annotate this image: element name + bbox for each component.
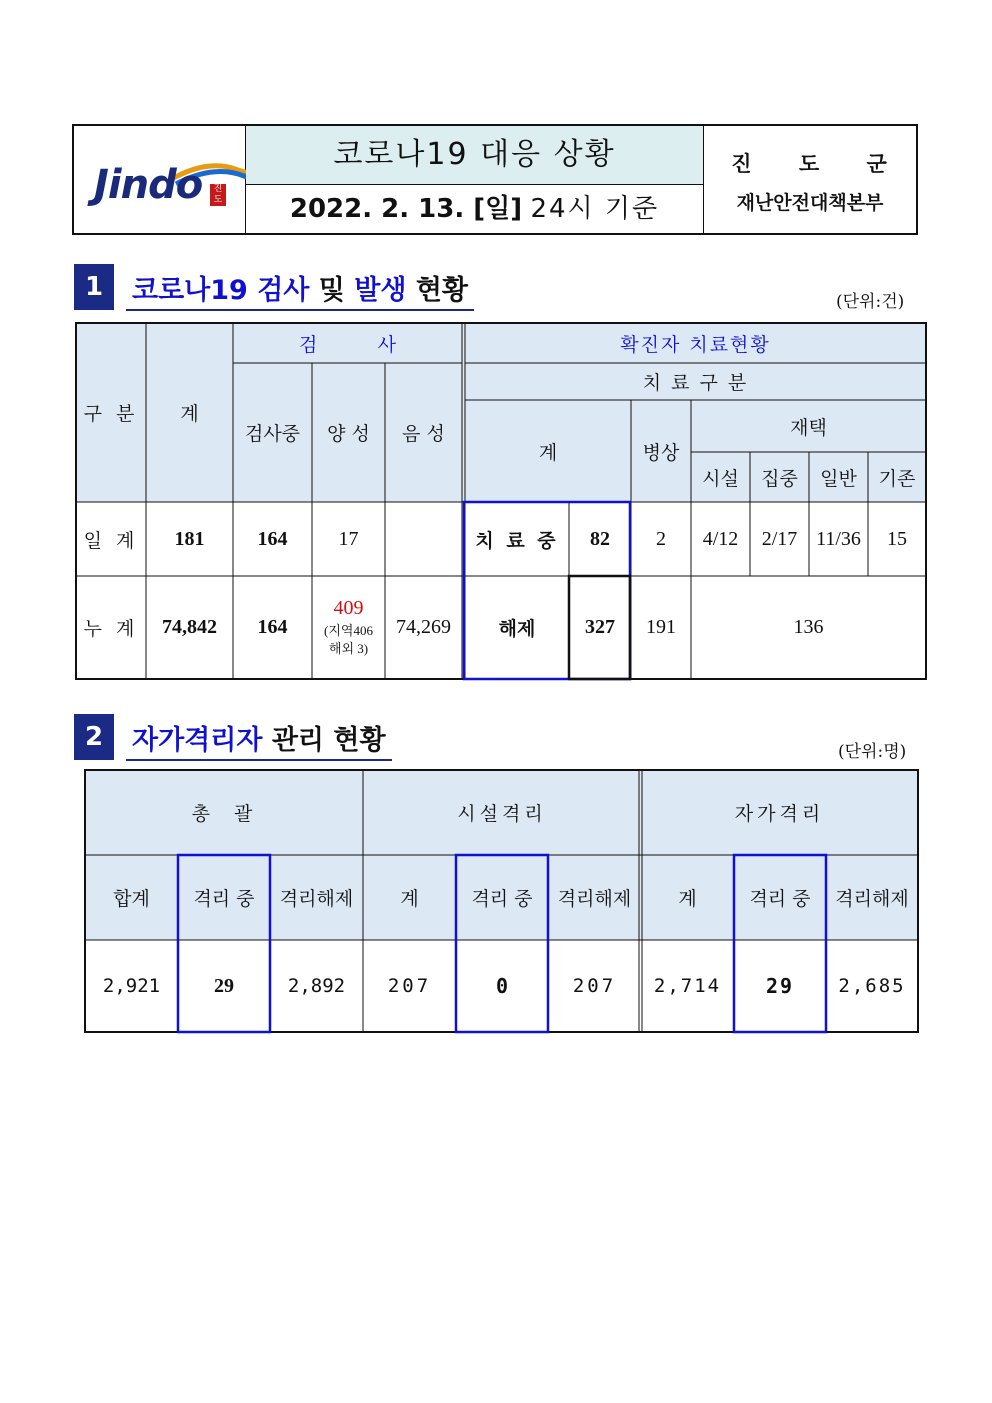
section-number-2: 2 — [74, 714, 114, 760]
page-title: 코로나19 대응 상황 — [246, 126, 704, 185]
report-time: 24시 기준 — [530, 194, 660, 224]
row-cumulative-testing: 164 — [257, 616, 288, 638]
row-cumulative-home-total: 136 — [793, 616, 824, 638]
report-date-bold: 2022. 2. 13. [일] — [289, 194, 523, 224]
section2-title-part-b: 관리 현황 — [262, 725, 386, 756]
sub-facility-released: 격리해제 — [557, 888, 632, 910]
group-summary: 총 괄 — [191, 803, 257, 825]
row-daily-hospital: 2 — [656, 527, 666, 550]
value-facility-in-quarantine: 0 — [495, 974, 509, 998]
row-daily-label: 일 계 — [83, 529, 139, 552]
section1-unit: (단위:건) — [836, 292, 905, 312]
header-testing: 검사중 — [244, 423, 301, 445]
header-home-intensive: 집중 — [761, 467, 798, 490]
report-header — [72, 124, 918, 235]
row-cumulative-negative: 74,269 — [396, 616, 451, 638]
header-home-facility: 시설 — [702, 467, 739, 490]
header-hospital: 병상 — [642, 441, 680, 464]
org-name: 진 도 군 — [731, 151, 907, 176]
sub-self-total: 계 — [678, 888, 697, 910]
sub-facility-in-quarantine: 격리 중 — [471, 888, 533, 910]
section1-title-part-d: 현황 — [406, 275, 469, 306]
sub-total: 합계 — [113, 888, 150, 910]
row-cumulative-positive-cell — [312, 576, 385, 679]
row-daily-status-label: 치 료 중 — [475, 529, 559, 552]
row-daily-positive: 17 — [338, 527, 359, 550]
row-daily-total: 181 — [174, 527, 205, 550]
value-released: 2,892 — [287, 975, 346, 997]
row-cumulative-label: 누 계 — [83, 618, 139, 640]
section2-unit: (단위:명) — [838, 742, 907, 762]
section-number-1: 1 — [74, 264, 114, 310]
header-home-general: 일반 — [820, 467, 857, 490]
header-treatment-type: 치 료 구 분 — [642, 372, 749, 394]
header-home-basic: 기존 — [878, 467, 916, 490]
value-self-total: 2,714 — [653, 975, 722, 997]
logo-text: Jindo — [94, 162, 203, 208]
sub-in-quarantine: 격리 중 — [193, 888, 255, 910]
value-self-in-quarantine: 29 — [765, 974, 795, 998]
organization — [704, 126, 916, 233]
row-cumulative-positive: 409 — [333, 597, 364, 619]
group-facility: 시설격리 — [457, 803, 547, 825]
sub-released: 격리해제 — [279, 888, 354, 910]
row-cumulative-status-value: 327 — [585, 616, 615, 638]
header-total: 계 — [180, 403, 199, 425]
header-category: 구 분 — [83, 403, 139, 425]
row-daily-negative — [385, 502, 462, 576]
value-facility-total: 207 — [387, 975, 432, 997]
row-daily-basic: 15 — [887, 527, 907, 550]
report-date — [246, 185, 704, 233]
sub-self-released: 격리해제 — [835, 888, 909, 910]
row-cumulative-hospital: 191 — [646, 616, 676, 638]
value-self-released: 2,685 — [838, 975, 906, 997]
header-test-group: 검 사 — [298, 333, 397, 356]
row-cumulative-total: 74,842 — [162, 616, 217, 638]
section-title-1 — [126, 268, 474, 311]
logo-seal-icon: 진 도 — [210, 184, 226, 206]
row-daily-general: 11/36 — [816, 527, 861, 550]
header-treat-total: 계 — [538, 441, 558, 464]
header-confirmed-group: 확진자 치료현황 — [620, 333, 771, 356]
row-daily-testing: 164 — [257, 527, 288, 550]
row-daily-status-value: 82 — [590, 527, 610, 550]
sub-facility-total: 계 — [400, 888, 419, 910]
row-daily-intensive: 2/17 — [761, 527, 798, 550]
row-cumulative-positive-detail: (지역406 해외 3) — [324, 623, 373, 656]
header-negative: 음 성 — [402, 423, 445, 445]
value-facility-released: 207 — [572, 975, 617, 997]
section1-title-part-b: 및 — [309, 275, 355, 306]
value-total: 2,921 — [102, 975, 161, 997]
section-title-2 — [126, 718, 392, 761]
section2-title-part-a: 자가격리자 — [132, 725, 263, 756]
org-dept: 재난안전대책본부 — [736, 192, 884, 214]
group-self: 자가격리 — [734, 803, 825, 825]
row-daily-facility: 4/12 — [702, 527, 739, 550]
sub-self-in-quarantine: 격리 중 — [749, 888, 811, 910]
section1-title-part-a: 코로나19 검사 — [132, 275, 310, 306]
jindo-logo — [74, 126, 246, 233]
row-cumulative-status-label: 해제 — [498, 618, 536, 640]
header-positive: 양 성 — [327, 423, 370, 445]
value-in-quarantine: 29 — [214, 974, 234, 997]
section1-title-part-c: 발생 — [354, 275, 407, 306]
header-home: 재택 — [790, 416, 827, 439]
